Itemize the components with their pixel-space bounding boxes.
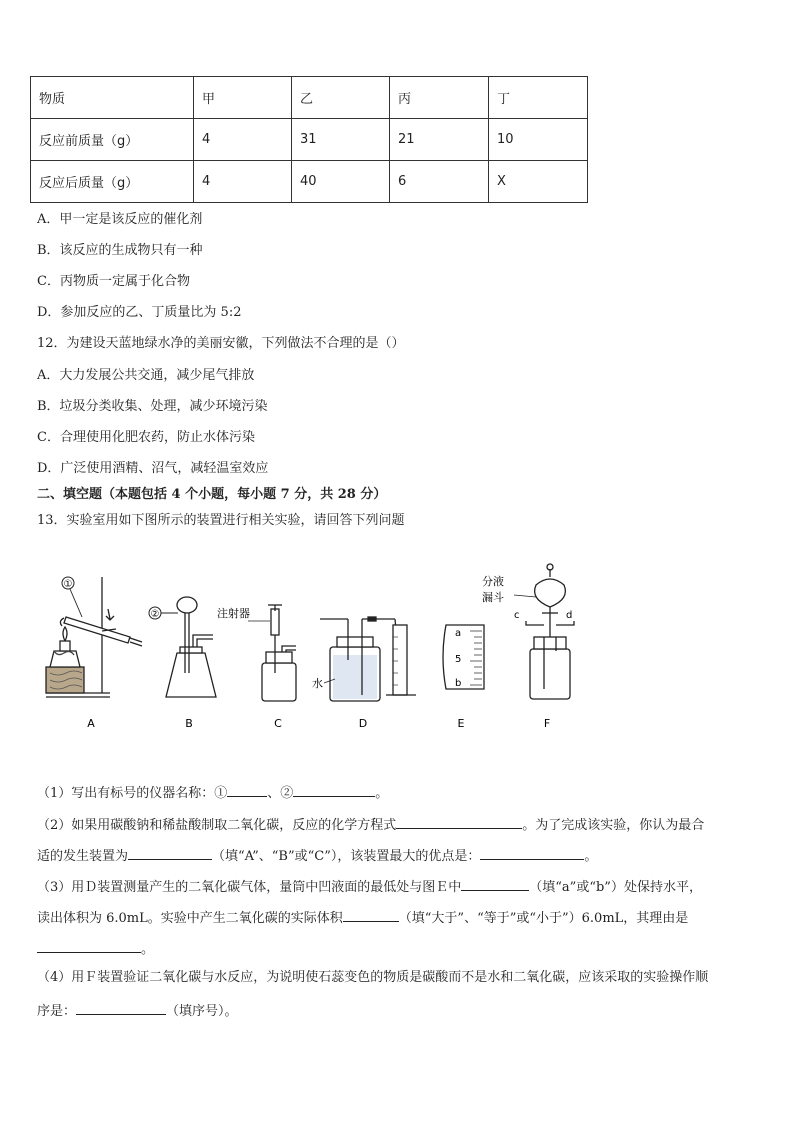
- figure-funnel-label-1: 分液: [482, 575, 504, 588]
- q13-part-4-text-c: （填序号）。: [166, 1004, 238, 1019]
- answer-blank[interactable]: [128, 846, 212, 860]
- answer-blank[interactable]: [293, 783, 375, 797]
- q13-part-3-line-2: [37, 908, 688, 927]
- q13-part-2-text-c: 适的发生装置为: [37, 849, 129, 864]
- q12-option-c: C．合理使用化肥农药，防止水体污染: [37, 430, 255, 445]
- q13-part-1-text-c: 。: [375, 786, 389, 801]
- q12-option-b: B．垃圾分类收集、处理，减少环境污染: [37, 399, 268, 414]
- figure-scale-5: 5: [455, 654, 462, 665]
- table-cell: 4: [194, 119, 292, 161]
- answer-blank[interactable]: [37, 939, 141, 953]
- q13-part-3-text-a: （3）用Ｄ装置测量产生的二氧化碳气体，量筒中凹液面的最低处与图Ｅ中: [37, 880, 462, 895]
- figure-circle-2: ②: [150, 609, 160, 620]
- figure-port-c: c: [514, 610, 520, 621]
- apparatus-f: [514, 564, 574, 699]
- q13-part-2-text-e: 。: [584, 849, 598, 864]
- answer-blank[interactable]: [227, 783, 267, 797]
- apparatus-a: [46, 577, 142, 697]
- table-header-cell: 丁: [489, 77, 588, 119]
- q13-part-2-line-2: [37, 846, 597, 865]
- answer-blank[interactable]: [76, 1001, 166, 1015]
- figure-funnel-label-2: 漏斗: [482, 591, 504, 604]
- table-cell: 反应前质量（g）: [31, 119, 194, 161]
- q12-option-a: A．大力发展公共交通，减少尾气排放: [37, 368, 255, 383]
- figure-syringe-label: 注射器: [217, 607, 250, 620]
- figure-scale-a: a: [455, 628, 462, 639]
- figure-label-c: C: [274, 717, 282, 730]
- table-row: [31, 161, 588, 203]
- q11-option-b: B．该反应的生成物只有一种: [37, 243, 203, 258]
- apparatus-c: [248, 605, 296, 701]
- table-cell: 6: [390, 161, 489, 203]
- q12-stem: 12．为建设天蓝地绿水净的美丽安徽，下列做法不合理的是（）: [37, 336, 405, 351]
- table-cell: 40: [292, 161, 390, 203]
- figure-label-e: E: [457, 717, 465, 730]
- q13-part-1-text-b: 、②: [267, 786, 294, 801]
- figure-port-d: d: [566, 610, 573, 621]
- figure-label-a: A: [87, 717, 95, 730]
- q13-part-3-text-c: 读出体积为 6.0mL。实验中产生二氧化碳的实际体积: [37, 911, 343, 926]
- q13-part-3-text-d: （填“大于”、“等于”或“小于”）6.0mL，其理由是: [398, 911, 689, 926]
- answer-blank[interactable]: [396, 815, 522, 829]
- q13-part-2-line-1: [37, 815, 704, 834]
- apparatus-d: [320, 617, 416, 701]
- q11-option-d: D．参加反应的乙、丁质量比为 5:2: [37, 305, 242, 320]
- q11-option-a: A．甲一定是该反应的催化剂: [37, 212, 203, 227]
- apparatus-figure: [30, 555, 590, 737]
- figure-scale-b: b: [455, 678, 462, 689]
- answer-blank[interactable]: [461, 877, 529, 891]
- answer-blank[interactable]: [480, 846, 584, 860]
- table-cell: 4: [194, 161, 292, 203]
- q13-part-2-text-d: （填“A”、“B”或“C”），该装置最大的优点是：: [212, 849, 481, 864]
- mass-table: [30, 76, 588, 203]
- answer-blank[interactable]: [343, 908, 399, 922]
- q13-part-1-text-a: （1）写出有标号的仪器名称：①: [37, 786, 228, 801]
- apparatus-e: [443, 625, 484, 689]
- table-header-row: [31, 77, 588, 119]
- q13-part-2-text-a: （2）如果用碳酸钠和稀盐酸制取二氧化碳，反应的化学方程式: [37, 818, 397, 833]
- figure-label-f: F: [543, 717, 551, 730]
- q12-option-d: D．广泛使用酒精、沼气，减轻温室效应: [37, 461, 269, 476]
- q13-part-4-text-b: 序是：: [37, 1004, 77, 1019]
- figure-circle-1: ①: [63, 579, 73, 590]
- figure-label-d: D: [358, 717, 368, 730]
- table-cell: 反应后质量（g）: [31, 161, 194, 203]
- table-header-cell: 甲: [194, 77, 292, 119]
- table-header-cell: 丙: [390, 77, 489, 119]
- table-header-cell: 乙: [292, 77, 390, 119]
- q13-part-2-text-b: 。为了完成该实验，你认为最合: [522, 818, 705, 833]
- figure-label-b: B: [185, 717, 193, 730]
- q13-part-1: [37, 783, 388, 802]
- table-row: [31, 119, 588, 161]
- q13-part-3-text-b: （填“a”或“b”）处保持水平，: [529, 880, 702, 895]
- q13-part-3-line-3: [37, 939, 154, 958]
- table-cell: 10: [489, 119, 588, 161]
- table-header-cell: 物质: [31, 77, 194, 119]
- q13-part-4-line-2: [37, 1001, 238, 1020]
- q13-part-4-line-1: （4）用Ｆ装置验证二氧化碳与水反应，为说明使石蕊变色的物质是碳酸而不是水和二氧化碳，应该采取的实验操作顺: [37, 970, 709, 985]
- table-cell: 21: [390, 119, 489, 161]
- section-heading: 二、填空题（本题包括 4 个小题，每小题 7 分，共 28 分）: [37, 487, 387, 502]
- table-cell: 31: [292, 119, 390, 161]
- table-cell: X: [489, 161, 588, 203]
- figure-water-label: 水: [312, 677, 323, 690]
- q11-option-c: C．丙物质一定属于化合物: [37, 274, 190, 289]
- q13-stem: 13．实验室用如下图所示的装置进行相关实验，请回答下列问题: [37, 513, 405, 528]
- q13-part-3-text-e: 。: [141, 942, 155, 957]
- q13-part-3-line-1: [37, 877, 702, 896]
